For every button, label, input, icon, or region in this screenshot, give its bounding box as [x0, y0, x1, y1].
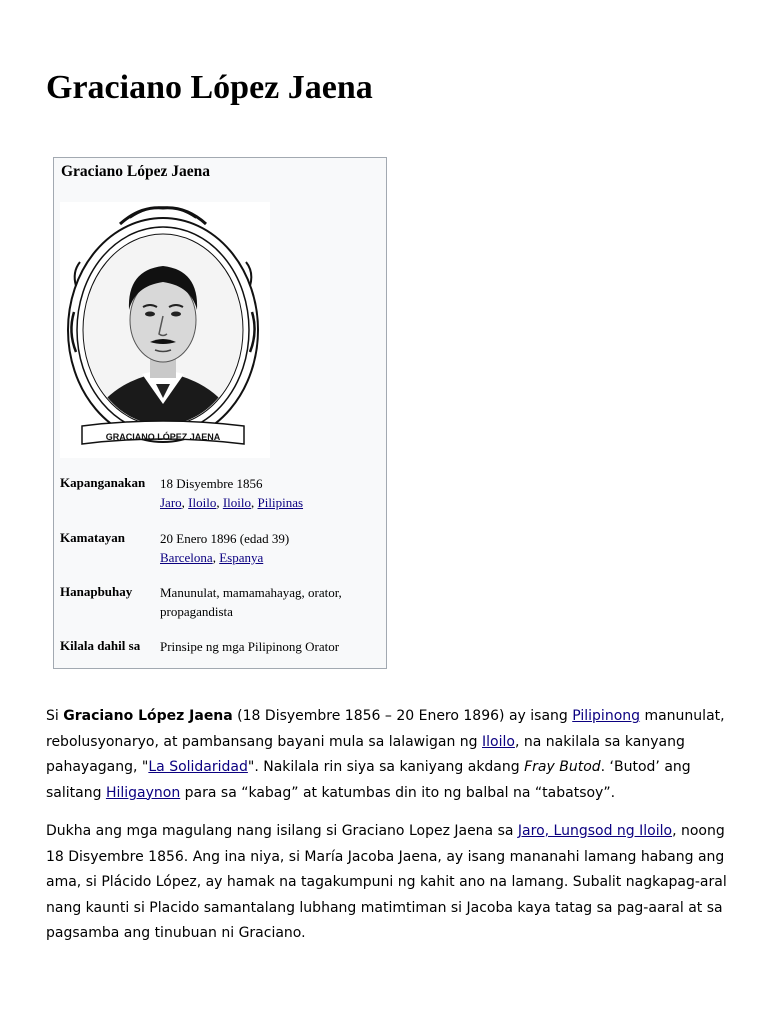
link-espanya[interactable]: Espanya	[219, 550, 264, 565]
infobox-title: Graciano López Jaena	[61, 163, 210, 180]
known-for-label: Kilala dahil sa	[60, 638, 141, 653]
death-label: Kamatayan	[60, 530, 125, 545]
birth-places: Jaro, Iloilo, Iloilo, Pilipinas	[160, 495, 304, 510]
birth-value	[160, 474, 380, 512]
link-jaro-lungsod[interactable]: Jaro, Lungsod ng Iloilo	[517, 823, 673, 839]
infobox	[53, 157, 387, 669]
page-title: Graciano López Jaena	[46, 69, 373, 106]
link-iloilo-city[interactable]: Iloilo	[188, 495, 217, 510]
death-places: Barcelona, Espanya	[160, 550, 264, 565]
link-la-solidaridad[interactable]: La Solidaridad	[148, 759, 248, 776]
birth-date: 18 Disyembre 1856	[160, 476, 263, 491]
portrait-image	[60, 202, 270, 458]
link-hiligaynon[interactable]: Hiligaynon	[105, 784, 181, 801]
paragraph-intro: Si Graciano López Jaena (18 Disyembre 1856 – 20 Enero 1896) ay isang Pilipinong manunulat, rebolusyonaryo, at pambansang bayani mula sa lalawigan ng Iloilo, na nakilala sa kanyang pahayagang, "La Solidaridad". Nakilala rin siya sa kaniyang akdang Fray Butod. ‘Butod’ ang salitang Hiligaynon para sa “kabag” at katumbas din ito ng balbal na “tabatsoy”.	[46, 708, 725, 801]
death-value	[160, 529, 380, 567]
link-barcelona[interactable]: Barcelona	[160, 550, 213, 565]
known-for-value: Prinsipe ng mga Pilipinong Orator	[160, 639, 340, 654]
paragraph-early-life: Dukha ang mga magulang nang isilang si Graciano Lopez Jaena sa Jaro, Lungsod ng Iloilo, noong 18 Disyembre 1856. Ang ina niya, si María Jacoba Jaena, ay isang mananahi lamang habang ang ama, si Plácido López, ay hamak na tagakumpuni ng kahit ano na lamang. Subalit nagkapag-aral nang kaunti si Placido samantalang lubhang matimtiman si Jacoba kaya tatag sa pag-aaral at sa pagsamba ang tinubuan ni Graciano.	[46, 823, 727, 942]
occupation-label: Hanapbuhay	[60, 584, 133, 599]
occupation-value: Manunulat, mamamahayag, orator, propagandista	[160, 585, 342, 619]
link-iloilo-province[interactable]: Iloilo	[222, 495, 252, 510]
portrait-caption: GRACIANO LÓPEZ JAENA	[105, 432, 221, 442]
fray-butod-title: Fray Butod	[524, 759, 601, 776]
subject-name: Graciano López Jaena	[63, 708, 233, 724]
caption-ribbon	[82, 421, 244, 444]
link-jaro[interactable]: Jaro	[160, 495, 182, 510]
link-iloilo[interactable]: Iloilo	[482, 733, 515, 750]
link-pilipinas[interactable]: Pilipinas	[257, 495, 304, 510]
birth-label: Kapanganakan	[60, 475, 146, 490]
death-date: 20 Enero 1896 (edad 39)	[160, 531, 290, 546]
link-pilipinong[interactable]: Pilipinong	[572, 708, 641, 724]
